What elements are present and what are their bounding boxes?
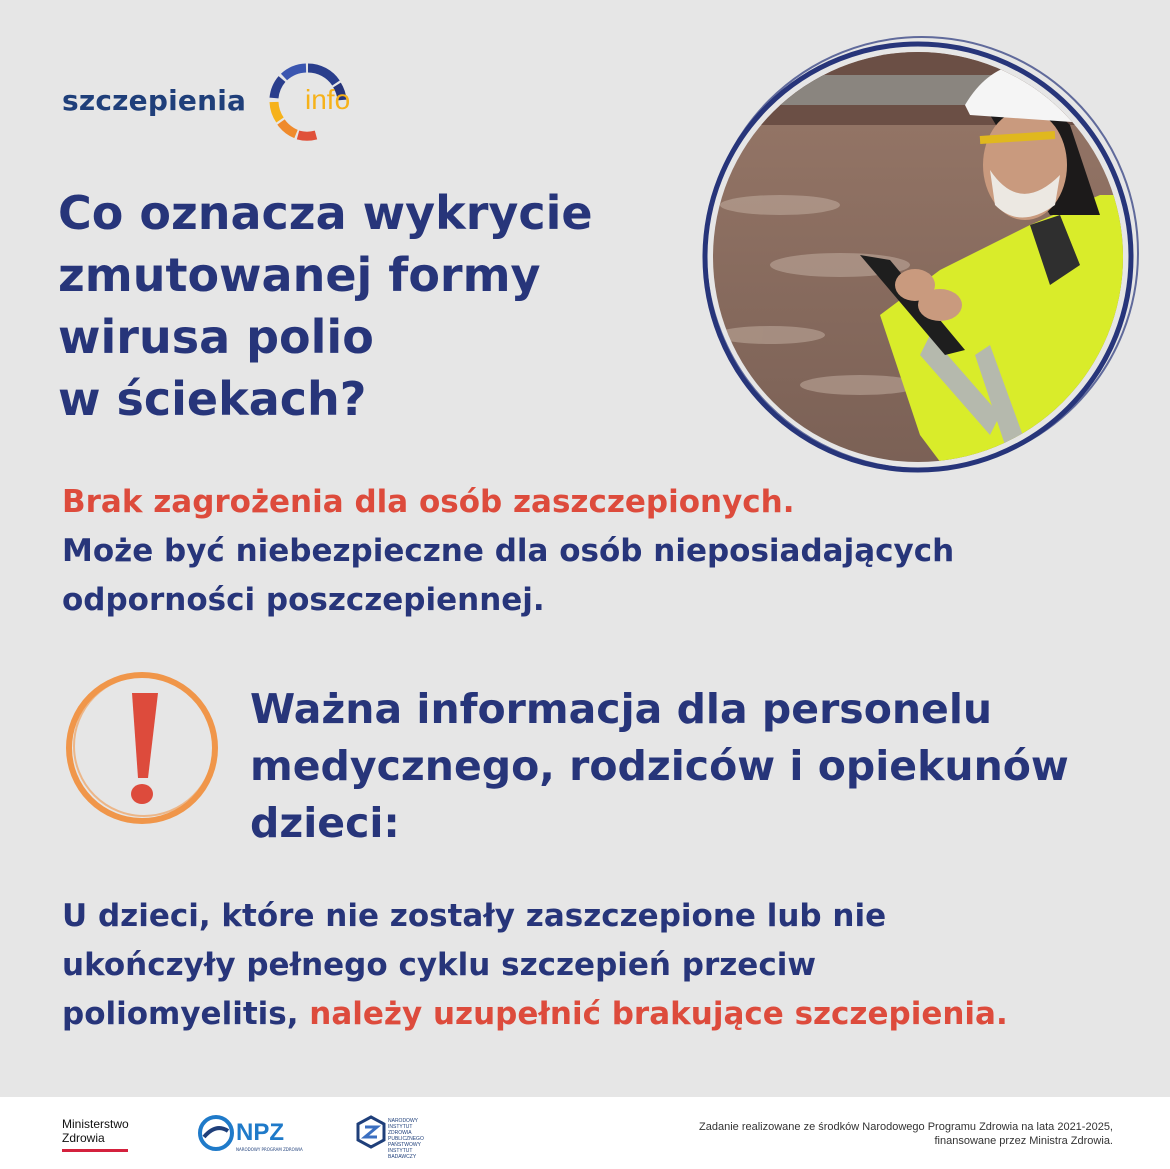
vaccination-call-to-action: należy uzupełnić brakujące szczepienia.	[309, 996, 1008, 1032]
worker-photo	[700, 15, 1160, 475]
npz-label: NPZ	[236, 1119, 284, 1146]
title-line: wirusa polio	[58, 310, 374, 364]
npz-subtitle: NARODOWY PROGRAM ZDROWIA	[236, 1147, 303, 1152]
title-line: zmutowanej formy	[58, 248, 541, 302]
nizp-line: INSTYTUT	[388, 1124, 413, 1130]
polish-flag-stripe	[62, 1149, 128, 1152]
risk-paragraph	[62, 478, 1122, 625]
footer	[0, 1097, 1170, 1169]
para2-line: ukończyły pełnego cyklu szczepień przeciw	[62, 947, 816, 983]
nizp-hexagon-icon	[356, 1115, 386, 1149]
subhead-line: Ważna informacja dla personelu	[250, 685, 993, 733]
funding-note	[699, 1120, 1113, 1148]
szczepienia-info-logo	[62, 62, 382, 142]
logo-word: szczepienia	[62, 84, 247, 117]
npz-logo	[198, 1115, 308, 1155]
page-title	[58, 182, 678, 430]
worker-with-tablet-photo-icon	[700, 15, 1160, 475]
ministry-line: Ministerstwo	[62, 1117, 129, 1131]
nizp-line: PUBLICZNEGO	[388, 1136, 424, 1142]
npz-swirl-icon	[198, 1115, 234, 1151]
nizp-line: NARODOWY	[388, 1118, 418, 1124]
funding-line: Zadanie realizowane ze środków Narodowego Programu Zdrowia na lata 2021-2025,	[699, 1121, 1113, 1133]
exclamation-icon	[62, 668, 222, 828]
funding-line: finansowane przez Ministra Zdrowia.	[934, 1135, 1113, 1147]
risk-statement-line: odporności poszczepiennej.	[62, 582, 545, 618]
title-line: w ściekach?	[58, 372, 367, 426]
subhead-line: medycznego, rodziców i opiekunów	[250, 742, 1069, 790]
subhead-line: dzieci:	[250, 799, 400, 847]
important-info-heading	[250, 681, 1150, 852]
logo-info-text: info	[305, 84, 351, 115]
nizp-text	[388, 1118, 436, 1160]
no-risk-statement: Brak zagrożenia dla osób zaszczepionych.	[62, 484, 795, 520]
nizp-line: ZDROWIA	[388, 1130, 412, 1136]
nizp-line: PAŃSTWOWY INSTYTUT	[388, 1142, 421, 1154]
ministry-line: Zdrowia	[62, 1131, 105, 1145]
children-vaccination-paragraph	[62, 892, 1142, 1039]
risk-statement-line: Może być niebezpieczne dla osób nieposiadających	[62, 533, 955, 569]
para2-line3-start: poliomyelitis,	[62, 996, 310, 1032]
para2-line: U dzieci, które nie zostały zaszczepione lub nie	[62, 898, 887, 934]
nizp-pzh-logo	[356, 1115, 436, 1160]
para2-line-3	[62, 990, 1142, 1039]
ministry-of-health-logo	[62, 1117, 129, 1152]
title-line: Co oznacza wykrycie	[58, 186, 593, 240]
nizp-line: BADAWCZY	[388, 1154, 417, 1160]
